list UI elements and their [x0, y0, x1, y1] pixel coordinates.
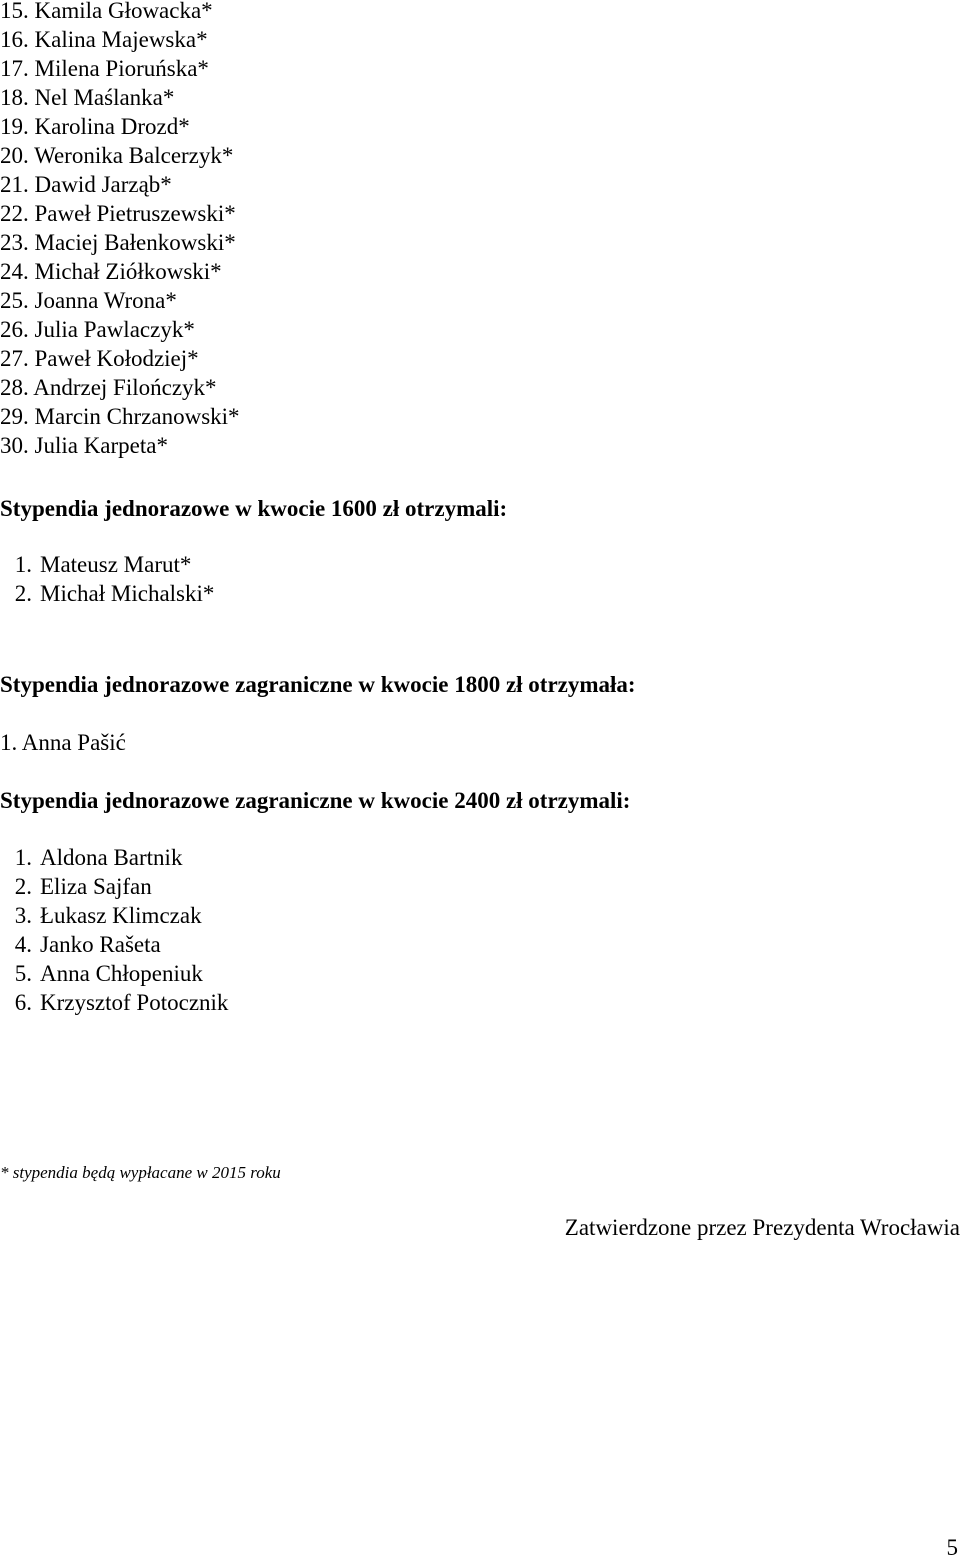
list-item-name: Aldona Bartnik — [40, 845, 183, 870]
list-item: 17. Milena Pioruńska* — [0, 56, 209, 81]
list-item-name: Janko Rašeta — [40, 932, 161, 957]
footnote: * stypendia będą wypłacane w 2015 roku — [0, 1163, 281, 1182]
section-heading-1800: Stypendia jednorazowe zagraniczne w kwocie 1800 zł otrzymała: — [0, 672, 636, 697]
recipients-list-1600 — [0, 550, 214, 608]
list-item: 24. Michał Ziółkowski* — [0, 259, 222, 284]
list-item — [0, 872, 228, 901]
list-item — [0, 550, 214, 579]
list-item — [0, 959, 228, 988]
list-item-name: Anna Chłopeniuk — [40, 961, 203, 986]
list-item-number: 2. — [14, 581, 32, 606]
list-item-name: Mateusz Marut* — [40, 552, 192, 577]
list-item-number: 6. — [14, 990, 32, 1015]
approval-note: Zatwierdzone przez Prezydenta Wrocławia — [564, 1215, 960, 1240]
list-item — [0, 930, 228, 959]
list-item-name: Eliza Sajfan — [40, 874, 152, 899]
recipients-list-continued — [0, 0, 240, 460]
list-item: 28. Andrzej Filończyk* — [0, 375, 217, 400]
list-item: 30. Julia Karpeta* — [0, 433, 168, 458]
list-item: 1. Anna Pašić — [0, 730, 126, 755]
list-item-name: Michał Michalski* — [40, 581, 215, 606]
list-item: 26. Julia Pawlaczyk* — [0, 317, 195, 342]
list-item — [0, 901, 228, 930]
list-item — [0, 988, 228, 1017]
list-item: 27. Paweł Kołodziej* — [0, 346, 199, 371]
list-item: 15. Kamila Głowacka* — [0, 0, 213, 23]
list-item: 25. Joanna Wrona* — [0, 288, 177, 313]
list-item: 21. Dawid Jarząb* — [0, 172, 172, 197]
list-item-number: 3. — [14, 903, 32, 928]
list-item: 16. Kalina Majewska* — [0, 27, 208, 52]
list-item-name: Łukasz Klimczak — [40, 903, 202, 928]
list-item: 20. Weronika Balcerzyk* — [0, 143, 234, 168]
list-item: 19. Karolina Drozd* — [0, 114, 190, 139]
list-item-number: 4. — [14, 932, 32, 957]
list-item: 29. Marcin Chrzanowski* — [0, 404, 240, 429]
list-item: 18. Nel Maślanka* — [0, 85, 175, 110]
list-item — [0, 579, 214, 608]
list-item — [0, 843, 228, 872]
list-item-number: 1. — [14, 845, 32, 870]
list-item: 23. Maciej Bałenkowski* — [0, 230, 236, 255]
list-item-number: 2. — [14, 874, 32, 899]
list-item-number: 5. — [14, 961, 32, 986]
list-item-number: 1. — [14, 552, 32, 577]
section-heading-2400: Stypendia jednorazowe zagraniczne w kwocie 2400 zł otrzymali: — [0, 788, 631, 813]
section-heading-1600: Stypendia jednorazowe w kwocie 1600 zł otrzymali: — [0, 496, 508, 521]
page-number: 5 — [946, 1535, 958, 1560]
recipients-list-2400 — [0, 843, 228, 1017]
list-item-name: Krzysztof Potocznik — [40, 990, 229, 1015]
list-item: 22. Paweł Pietruszewski* — [0, 201, 236, 226]
